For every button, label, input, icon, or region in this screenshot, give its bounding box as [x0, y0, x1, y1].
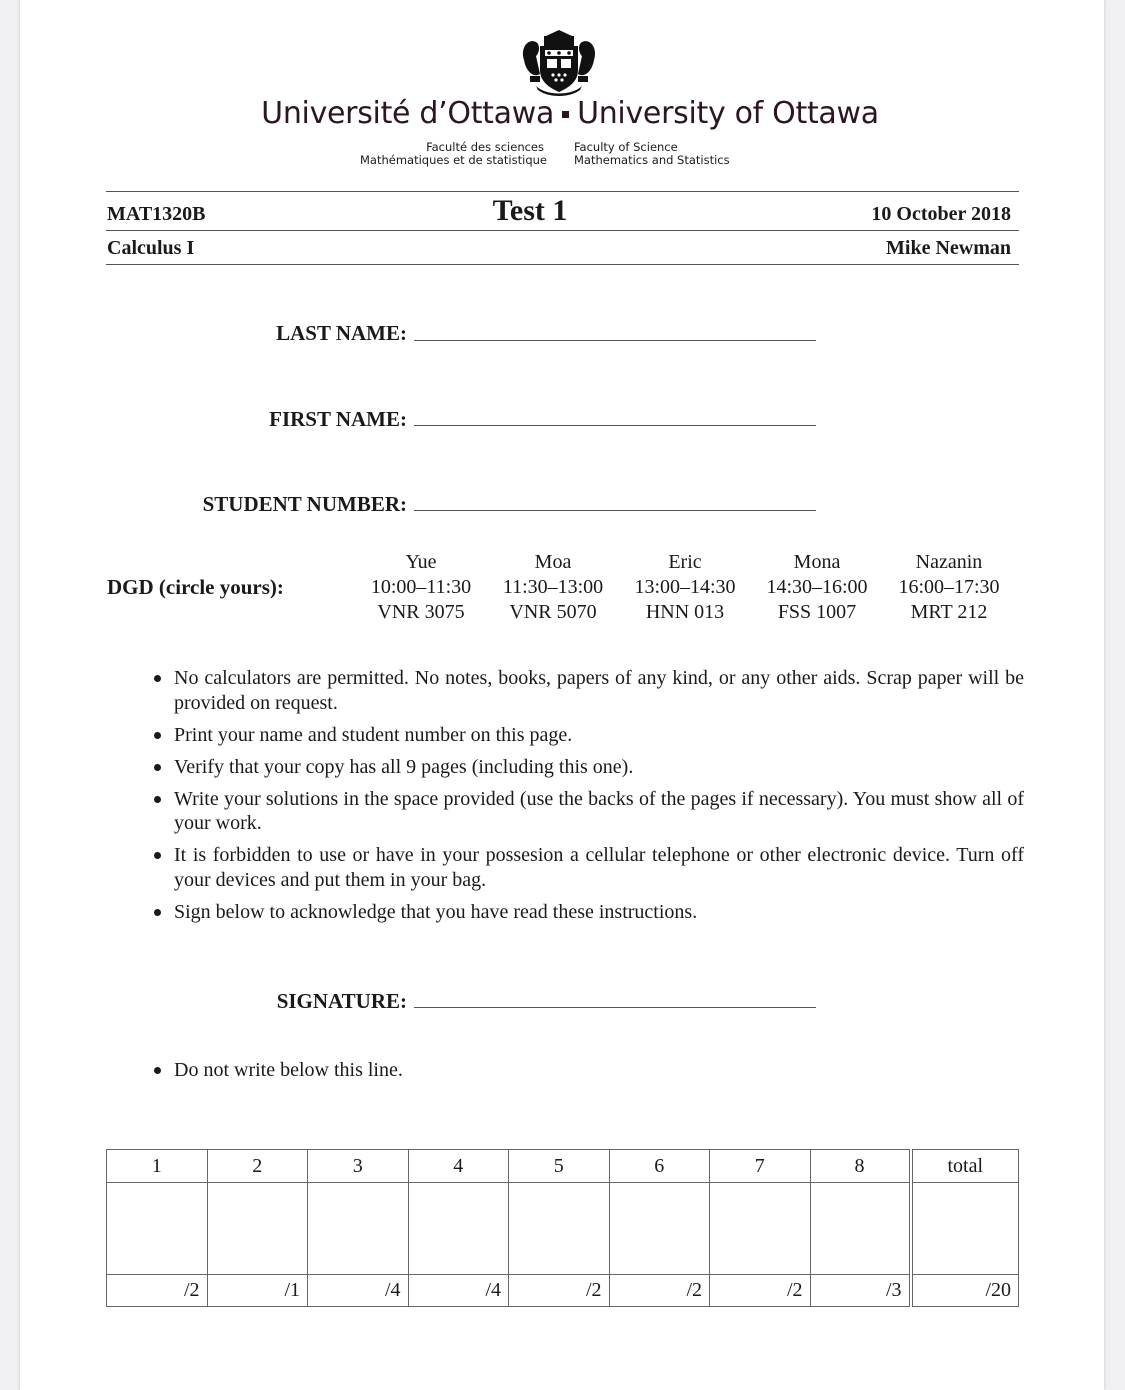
final-note-list [152, 1058, 652, 1082]
dgd-ta: Moa [534, 551, 572, 573]
question-header: 2 [207, 1150, 308, 1183]
score-cell [609, 1183, 710, 1275]
score-cell [509, 1183, 610, 1275]
bullet-icon [154, 796, 161, 803]
instruction-item: Print your name and student number on this page. [152, 723, 1024, 748]
faculty-en [574, 141, 774, 167]
total-score-cell [911, 1183, 1019, 1275]
student-number-field[interactable] [414, 487, 816, 511]
header-rule-middle [106, 230, 1019, 231]
signature-field[interactable] [414, 984, 816, 1008]
score-table [106, 1149, 1019, 1307]
bullet-icon [154, 852, 161, 859]
exam-cover-page [20, 0, 1104, 1390]
instruction-item: Write your solutions in the space provided (use the backs of the pages if necessary). You must show all of your work. [152, 787, 1024, 836]
first-name-label: FIRST NAME: [269, 407, 407, 431]
max-points-cell: /2 [107, 1275, 208, 1307]
last-name-label: LAST NAME: [276, 321, 407, 345]
dgd-time: 13:00–14:30 [634, 576, 736, 598]
max-points-cell: /2 [609, 1275, 710, 1307]
dgd-option-mona[interactable] [751, 550, 883, 625]
score-cell [107, 1183, 208, 1275]
dgd-room: FSS 1007 [777, 601, 857, 623]
signature-label: SIGNATURE: [276, 989, 407, 1013]
dgd-room: VNR 3075 [377, 601, 465, 623]
bullet-icon [154, 1067, 161, 1074]
dgd-option-eric[interactable] [619, 550, 751, 625]
faculty-en-line1: Faculty of Science [574, 140, 678, 154]
header-rule-bottom [106, 264, 1019, 265]
course-name: Calculus I [107, 237, 195, 259]
question-header: 1 [107, 1150, 208, 1183]
dgd-ta: Mona [793, 551, 841, 573]
max-points-cell: /1 [207, 1275, 308, 1307]
score-table-max-row [107, 1275, 1019, 1307]
bullet-icon [154, 675, 161, 682]
last-name-field[interactable] [414, 317, 816, 341]
header-rule-top [106, 191, 1019, 192]
bullet-icon [154, 909, 161, 916]
faculty-fr-line2: Mathématiques et de statistique [360, 153, 547, 167]
faculty-fr-line1: Faculté des sciences [426, 140, 544, 154]
dgd-ta: Eric [668, 551, 702, 573]
instructor-name: Mike Newman [886, 237, 1011, 259]
total-max-points-cell: /20 [911, 1275, 1019, 1307]
max-points-cell: /4 [408, 1275, 509, 1307]
faculty-fr [360, 140, 547, 167]
instructions-list [152, 666, 1024, 932]
bullet-icon [154, 764, 161, 771]
student-number-label: STUDENT NUMBER: [202, 492, 407, 516]
dgd-option-yue[interactable] [355, 550, 487, 625]
dgd-option-nazanin[interactable] [883, 550, 1015, 625]
university-name [260, 96, 880, 131]
dgd-ta: Yue [405, 551, 437, 573]
instruction-item: Verify that your copy has all 9 pages (including this one). [152, 755, 1024, 780]
dgd-room: VNR 5070 [509, 601, 597, 623]
max-points-cell: /3 [810, 1275, 911, 1307]
dgd-time: 10:00–11:30 [370, 576, 472, 598]
dgd-option-moa[interactable] [487, 550, 619, 625]
question-header: 4 [408, 1150, 509, 1183]
score-cell [810, 1183, 911, 1275]
first-name-field[interactable] [414, 402, 816, 426]
max-points-cell: /2 [710, 1275, 811, 1307]
score-cell [408, 1183, 509, 1275]
dgd-time: 16:00–17:30 [898, 576, 1000, 598]
university-name-en: University of Ottawa [577, 96, 879, 131]
question-header: 6 [609, 1150, 710, 1183]
instruction-item: No calculators are permitted. No notes, books, papers of any kind, or any other aids. Scrap paper will be provided on request. [152, 666, 1024, 715]
bullet-icon [154, 732, 161, 739]
max-points-cell: /4 [308, 1275, 409, 1307]
question-header: 5 [509, 1150, 610, 1183]
faculty-en-line2: Mathematics and Statistics [574, 153, 730, 167]
score-cell [207, 1183, 308, 1275]
dgd-time: 14:30–16:00 [766, 576, 868, 598]
score-table-score-row [107, 1183, 1019, 1275]
question-header: 3 [308, 1150, 409, 1183]
max-points-cell: /2 [509, 1275, 610, 1307]
dgd-time: 11:30–13:00 [502, 576, 604, 598]
dgd-room: MRT 212 [910, 601, 988, 623]
total-header: total [911, 1150, 1019, 1183]
score-table-header-row [107, 1150, 1019, 1183]
dgd-room: HNN 013 [645, 601, 725, 623]
separator-square [562, 111, 569, 118]
score-cell [308, 1183, 409, 1275]
score-cell [710, 1183, 811, 1275]
university-name-fr: Université d’Ottawa [261, 96, 555, 131]
university-crest-icon [518, 30, 600, 98]
instruction-item: It is forbidden to use or have in your possesion a cellular telephone or other electronic device. Turn off your devices and put them in your bag. [152, 843, 1024, 892]
question-header: 8 [810, 1150, 911, 1183]
course-code: MAT1320B [107, 203, 206, 225]
test-title: Test 1 [492, 194, 568, 227]
question-header: 7 [710, 1150, 811, 1183]
dgd-ta: Nazanin [915, 551, 983, 573]
final-note: Do not write below this line. [152, 1058, 652, 1082]
dgd-label: DGD (circle yours): [107, 575, 284, 599]
test-date: 10 October 2018 [871, 203, 1011, 225]
instruction-item: Sign below to acknowledge that you have read these instructions. [152, 900, 1024, 925]
